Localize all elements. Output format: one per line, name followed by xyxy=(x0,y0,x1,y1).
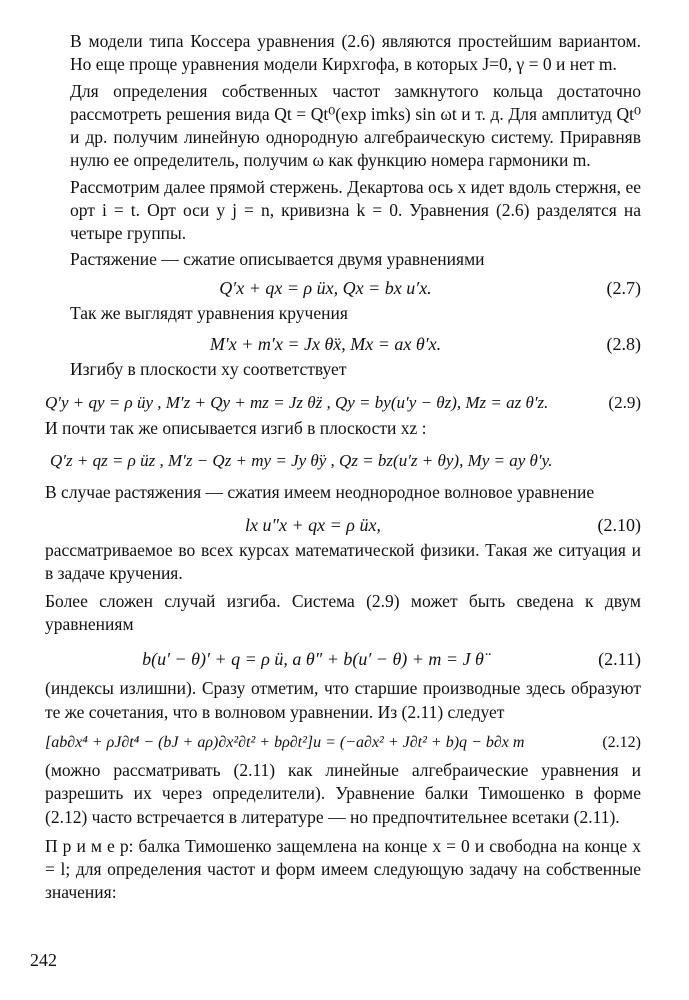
paragraph-2 xyxy=(70,80,641,173)
equation-2-9-b-body: Q′z + qz = ρ üz , M′z − Qz + my = Jy θ̈y , Qz = bz(u′z + θy), My = ay θ′y. xyxy=(50,450,553,470)
equation-2-10-number: (2.10) xyxy=(597,515,641,536)
paragraph-7-text: И почти так же описывается изгиб в плоскости xz : xyxy=(45,417,427,438)
equation-2-10-body: lx u″x + qx = ρ üx, xyxy=(245,515,381,536)
equation-2-9 xyxy=(45,390,641,417)
equation-2-9-number: (2.9) xyxy=(608,392,641,412)
equation-2-12-body: [ab∂x⁴ + ρJ∂t⁴ − (bJ + aρ)∂x²∂t² + bρ∂t²]u = (−a∂x² + J∂t² + b)q − b∂x m xyxy=(45,733,525,751)
paragraph-3-text: Рассмотрим далее прямой стержень. Декартова ось x идет вдоль стержня, ее орт i = t. Орт оси y j = n, кривизна k = 0. Уравнения (2.6) разделятся на четыре группы. xyxy=(70,176,641,244)
equation-2-12 xyxy=(45,730,641,757)
paragraph-12 xyxy=(45,759,641,829)
paragraph-5-text: Так же выглядят уравнения кручения xyxy=(70,302,348,323)
paragraph-9 xyxy=(45,539,641,586)
paragraph-5 xyxy=(70,302,641,325)
paragraph-12-text: (можно рассматривать (2.11) как линейные алгебраические уравнения и разрешить их через определители). Уравнение балки Тимошенко в форме (2.12) часто встречается в литературе — но предпочтительнее всетаки (2.11). xyxy=(45,759,641,827)
paragraph-8-text: В случае растяжения — сжатия имеем неоднородное волновое уравнение xyxy=(45,481,595,502)
equation-2-9-body: Q′y + qy = ρ üy , M′z + Qy + mz = Jz θ̈z , Qy = by(u′y − θz), Mz = az θ′z. xyxy=(45,392,549,412)
equation-2-11 xyxy=(45,646,641,673)
paragraph-10 xyxy=(45,590,641,637)
paragraph-13-text: П р и м е р: балка Тимошенко защемлена на конце x = 0 и свободна на конце x = l; для определения частот и форм имеем следующую задачу на собственные значения: xyxy=(45,835,641,903)
equation-2-7 xyxy=(70,275,641,302)
equation-2-11-body: b(u′ − θ)′ + q = ρ ü, a θ″ + b(u′ − θ) + m = J θ̈ xyxy=(142,649,484,670)
paragraph-11 xyxy=(45,677,641,724)
equation-2-12-number: (2.12) xyxy=(602,733,641,751)
equation-2-7-body: Q′x + qx = ρ üx, Qx = bx u′x. xyxy=(219,277,432,298)
paragraph-4 xyxy=(70,248,641,271)
paragraph-3 xyxy=(70,176,641,246)
paragraph-8 xyxy=(45,481,641,504)
paragraph-6-text: Изгибу в плоскости xy соответствует xyxy=(70,359,347,380)
page-number: 242 xyxy=(30,950,57,970)
equation-2-11-number: (2.11) xyxy=(598,649,641,670)
paragraph-9-text: рассматриваемое во всех курсах математической физики. Такая же ситуация и в задаче кручения. xyxy=(45,540,641,584)
paragraph-11-text: (индексы излишни). Сразу отметим, что старшие производные здесь образуют те же сочетания, что в волновом уравнении. Из (2.11) следует xyxy=(45,678,641,722)
equation-2-7-number: (2.7) xyxy=(606,277,641,298)
paragraph-7 xyxy=(45,417,641,440)
equation-2-8 xyxy=(70,331,641,358)
paragraph-4-text: Растяжение — сжатие описывается двумя уравнениями xyxy=(70,248,485,269)
paragraph-1-text: В модели типа Коссера уравнения (2.6) являются простейшим вариантом. Но еще проще уравнения модели Кирхгофа, в которых J=0, γ = 0 и нет m. xyxy=(70,31,641,75)
paragraph-1 xyxy=(70,30,641,77)
paragraph-2-text: Для определения собственных частот замкнутого кольца достаточно рассмотреть решения вида Qt = Qt⁰(exp imks) sin ωt и т. д. Для амплитуд Qt⁰ и др. получим линейную однородную алгебраическую систему. Приравняв нулю ее определитель, получим ω как функцию номера гармоники m. xyxy=(70,80,641,171)
equation-2-9-b xyxy=(50,448,641,475)
paragraph-6 xyxy=(70,358,641,381)
equation-2-8-number: (2.8) xyxy=(606,334,641,355)
equation-2-8-body: M′x + m′x = Jx θ̈x, Mx = ax θ′x. xyxy=(209,334,442,355)
equation-2-10 xyxy=(45,512,641,539)
paragraph-10-text: Более сложен случай изгиба. Система (2.9) может быть сведена к двум уравнениям xyxy=(45,590,641,635)
paragraph-13 xyxy=(45,835,641,905)
